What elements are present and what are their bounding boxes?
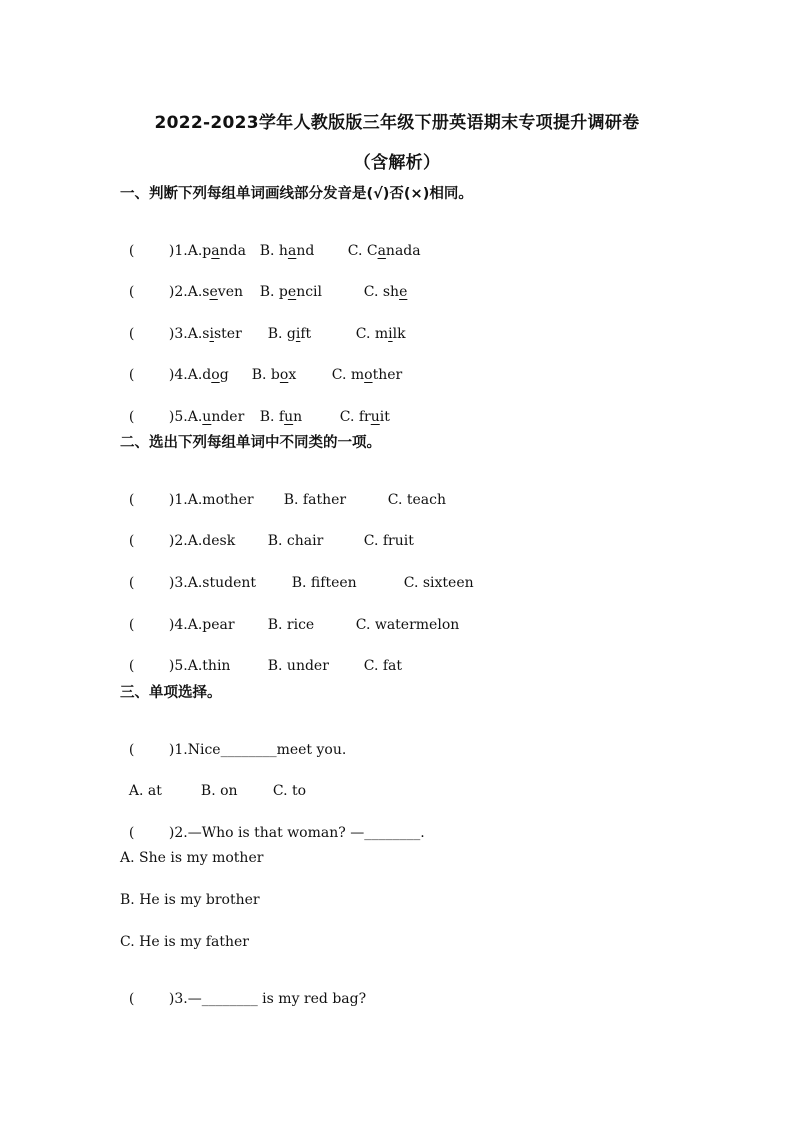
page-subtitle: （含解析） — [353, 153, 441, 173]
option-a: A.under — [187, 409, 245, 425]
answer-blank[interactable]: ( — [128, 326, 135, 342]
s3-question-2-option-c: C. He is my father — [120, 934, 249, 950]
option-a: A.desk — [187, 533, 236, 549]
s3-question-2-option-b: B. He is my brother — [120, 892, 260, 908]
option-c: C. she — [363, 284, 408, 300]
option-b: B. under — [267, 658, 329, 674]
option-c: C. fat — [363, 658, 403, 674]
option-b: B. father — [283, 492, 347, 508]
s2-question-5: ( )5.A.thin B. under C. fat — [128, 658, 403, 674]
s1-question-1: ( )1.A.panda B. hand C. Canada — [128, 243, 421, 259]
section2-heading: 二、选出下列每组单词中不同类的一项。 — [120, 435, 381, 451]
answer-blank[interactable]: ( — [128, 533, 135, 549]
answer-blank[interactable]: ( — [128, 825, 135, 841]
option-b: B. chair — [267, 533, 324, 549]
s3-question-2-option-a: A. She is my mother — [120, 850, 264, 866]
option-b: B. box — [251, 367, 297, 383]
s1-question-3: ( )3.A.sister B. gift C. milk — [128, 326, 406, 342]
answer-blank[interactable]: ( — [128, 742, 135, 758]
s2-question-2: ( )2.A.desk B. chair C. fruit — [128, 533, 414, 549]
answer-blank[interactable]: ( — [128, 575, 135, 591]
option-c: C. to — [272, 783, 307, 799]
option-a: A.pear — [187, 617, 235, 633]
option-c: C. watermelon — [355, 617, 460, 633]
s3-question-2: ( )2.—Who is that woman? —________. — [128, 825, 425, 841]
s2-question-1: ( )1.A.mother B. father C. teach — [128, 492, 446, 508]
option-a: A.mother — [187, 492, 254, 508]
option-c: C. fruit — [363, 533, 414, 549]
page-title: 2022-2023学年人教版版三年级下册英语期末专项提升调研卷 — [154, 113, 640, 133]
answer-blank[interactable]: ( — [128, 658, 135, 674]
s1-question-5: ( )5.A.under B. fun C. fruit — [128, 409, 390, 425]
option-b: B. fifteen — [291, 575, 357, 591]
s2-question-4: ( )4.A.pear B. rice C. watermelon — [128, 617, 460, 633]
option-c: C. fruit — [339, 409, 390, 425]
s2-question-3: ( )3.A.student B. fifteen C. sixteen — [128, 575, 474, 591]
answer-blank[interactable]: ( — [128, 617, 135, 633]
option-c: C. mother — [331, 367, 403, 383]
option-c: C. Canada — [347, 243, 421, 259]
option-b: B. fun — [259, 409, 303, 425]
option-a: A.sister — [187, 326, 242, 342]
answer-blank[interactable]: ( — [128, 243, 135, 259]
s1-question-4: ( )4.A.dog B. box C. mother — [128, 367, 403, 383]
option-c: C. milk — [355, 326, 406, 342]
answer-blank[interactable]: ( — [128, 284, 135, 300]
answer-blank[interactable]: ( — [128, 409, 135, 425]
s3-question-1: ( )1.Nice________meet you. — [128, 742, 347, 758]
option-b: B. hand — [259, 243, 315, 259]
option-a: A.student — [187, 575, 257, 591]
option-c: C. sixteen — [403, 575, 474, 591]
answer-blank[interactable]: ( — [128, 367, 135, 383]
section3-heading: 三、单项选择。 — [120, 685, 222, 701]
s1-question-2: ( )2.A.seven B. pencil C. she — [128, 284, 408, 300]
section1-heading: 一、判断下列每组单词画线部分发音是(√)否(×)相同。 — [120, 186, 473, 202]
option-b: B. gift — [267, 326, 312, 342]
s3-question-3: ( )3.—________ is my red bag? — [128, 991, 367, 1007]
option-b: B. rice — [267, 617, 315, 633]
option-a: A.panda — [187, 243, 246, 259]
s3-question-1-options — [120, 767, 306, 799]
option-b: B. pencil — [259, 284, 322, 300]
option-a: A.seven — [187, 284, 243, 300]
answer-blank[interactable]: ( — [128, 991, 135, 1007]
option-a: A. at — [128, 783, 162, 799]
option-a: A.dog — [187, 367, 229, 383]
option-c: C. teach — [387, 492, 446, 508]
answer-blank[interactable]: ( — [128, 492, 135, 508]
option-a: A.thin — [187, 658, 231, 674]
option-b: B. on — [200, 783, 238, 799]
